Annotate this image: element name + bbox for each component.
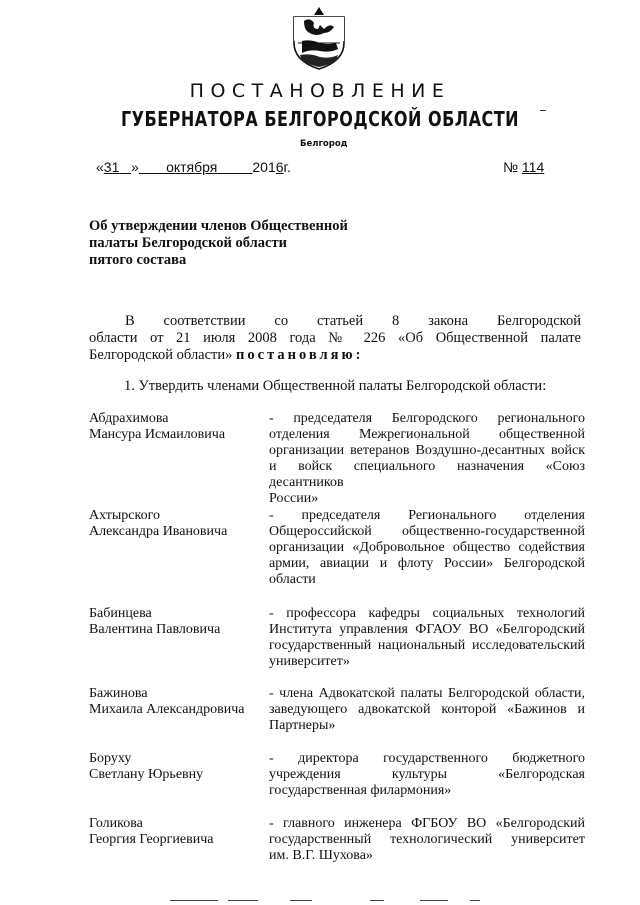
position-line: организации «Добровольное общество содействия	[269, 540, 585, 555]
preamble-paragraph	[89, 313, 581, 364]
date-year-prefix: 201	[252, 159, 276, 175]
member-surname: Бажинова	[89, 686, 148, 701]
position-line: - председателя Белгородского регионального	[269, 411, 585, 426]
member-name	[89, 816, 264, 848]
preamble-line: Белгородской области»	[89, 347, 233, 363]
position-line: - директора государственного бюджетного	[269, 751, 585, 766]
member-given-names: Александра Ивановича	[89, 524, 228, 539]
position-line: университет»	[269, 654, 350, 669]
date-year-suffix: г.	[283, 159, 291, 175]
date-day-gap	[119, 159, 131, 175]
decree-word: постановляю:	[236, 347, 364, 363]
coat-of-arms-icon	[290, 3, 348, 71]
margin-mark	[540, 110, 546, 111]
member-name	[89, 508, 264, 540]
member-given-names: Михаила Александровича	[89, 702, 245, 717]
subject-line: палаты Белгородской области	[89, 235, 287, 251]
member-given-names: Валентина Павловича	[89, 622, 221, 637]
position-line: им. В.Г. Шухова»	[269, 848, 373, 863]
member-position	[269, 606, 585, 670]
date-month-gap-right	[217, 159, 252, 175]
number-label: №	[503, 159, 519, 175]
date-open-quote: «	[96, 159, 104, 175]
decree-subject	[89, 218, 389, 269]
date-year-digit: 6	[275, 159, 284, 175]
member-surname: Ахтырского	[89, 508, 160, 523]
member-given-names: Мансура Исмаиловича	[89, 427, 226, 442]
city-label: Белгород	[300, 139, 348, 149]
member-given-names: Светлану Юрьевну	[89, 767, 204, 782]
preamble-line: области от 21 июля 2008 года № 226 «Об Общественной палате	[89, 330, 581, 346]
member-surname: Боруху	[89, 751, 132, 766]
member-position	[269, 411, 585, 507]
member-name	[89, 411, 264, 443]
decree-number	[503, 159, 544, 175]
preamble-line-final	[89, 347, 581, 364]
member-position	[269, 508, 585, 588]
clause-1: 1. Утвердить членами Общественной палаты Белгородской области:	[124, 378, 547, 394]
member-surname: Бабинцева	[89, 606, 152, 621]
position-line: государственная филармония»	[269, 783, 452, 798]
member-name	[89, 606, 264, 638]
member-name	[89, 686, 264, 718]
member-given-names: Георгия Георгиевича	[89, 832, 214, 847]
position-line: государственный национальный исследовательский	[269, 638, 585, 653]
date-month-gap-left	[139, 159, 166, 175]
position-line: области	[269, 572, 316, 587]
date-month: октября	[166, 159, 218, 175]
document-subtitle: ГУБЕРНАТОРА БЕЛГОРОДСКОЙ ОБЛАСТИ	[120, 107, 520, 131]
position-line: учреждения культуры «Белгородская	[269, 767, 585, 782]
position-line: - профессора кафедры социальных технологий	[269, 606, 585, 621]
position-line: отделения Межрегиональной общественной	[269, 427, 585, 442]
member-name	[89, 751, 264, 783]
position-line: армии, авиации и флоту России» Белгородской	[269, 556, 585, 571]
position-line: заведующего адвокатской конторой «Бажинов и	[269, 702, 585, 717]
position-line: Института управления ФГАОУ ВО «Белгородский	[269, 622, 585, 637]
member-position	[269, 816, 585, 864]
decree-date	[96, 159, 291, 175]
position-line: и войск специального назначения «Союз десантников	[269, 459, 585, 490]
position-line: - члена Адвокатской палаты Белгородской области,	[269, 686, 585, 701]
member-surname: Абдрахимова	[89, 411, 169, 426]
member-position	[269, 751, 585, 799]
member-surname: Голикова	[89, 816, 143, 831]
preamble-line: В соответствии со статьей 8 закона Белгородской	[125, 313, 581, 329]
position-line: - главного инженера ФГБОУ ВО «Белгородский	[269, 816, 585, 831]
member-position	[269, 686, 585, 734]
scan-edge-marks	[170, 898, 640, 904]
position-line: России»	[269, 491, 319, 506]
position-line: Общероссийской общественно-государственной	[269, 524, 585, 539]
position-line: Партнеры»	[269, 718, 336, 733]
position-line: - председателя Регионального отделения	[269, 508, 585, 523]
date-close-quote: »	[131, 159, 139, 175]
number-value: 114	[521, 159, 545, 175]
position-line: государственный технологический университет	[269, 832, 585, 847]
subject-line: Об утверждении членов Общественной	[89, 218, 348, 234]
document-title: ПОСТАНОВЛЕНИЕ	[189, 80, 451, 102]
position-line: организации ветеранов Воздушно-десантных войск	[269, 443, 585, 458]
date-day: 31	[103, 159, 120, 175]
subject-line: пятого состава	[89, 252, 187, 268]
